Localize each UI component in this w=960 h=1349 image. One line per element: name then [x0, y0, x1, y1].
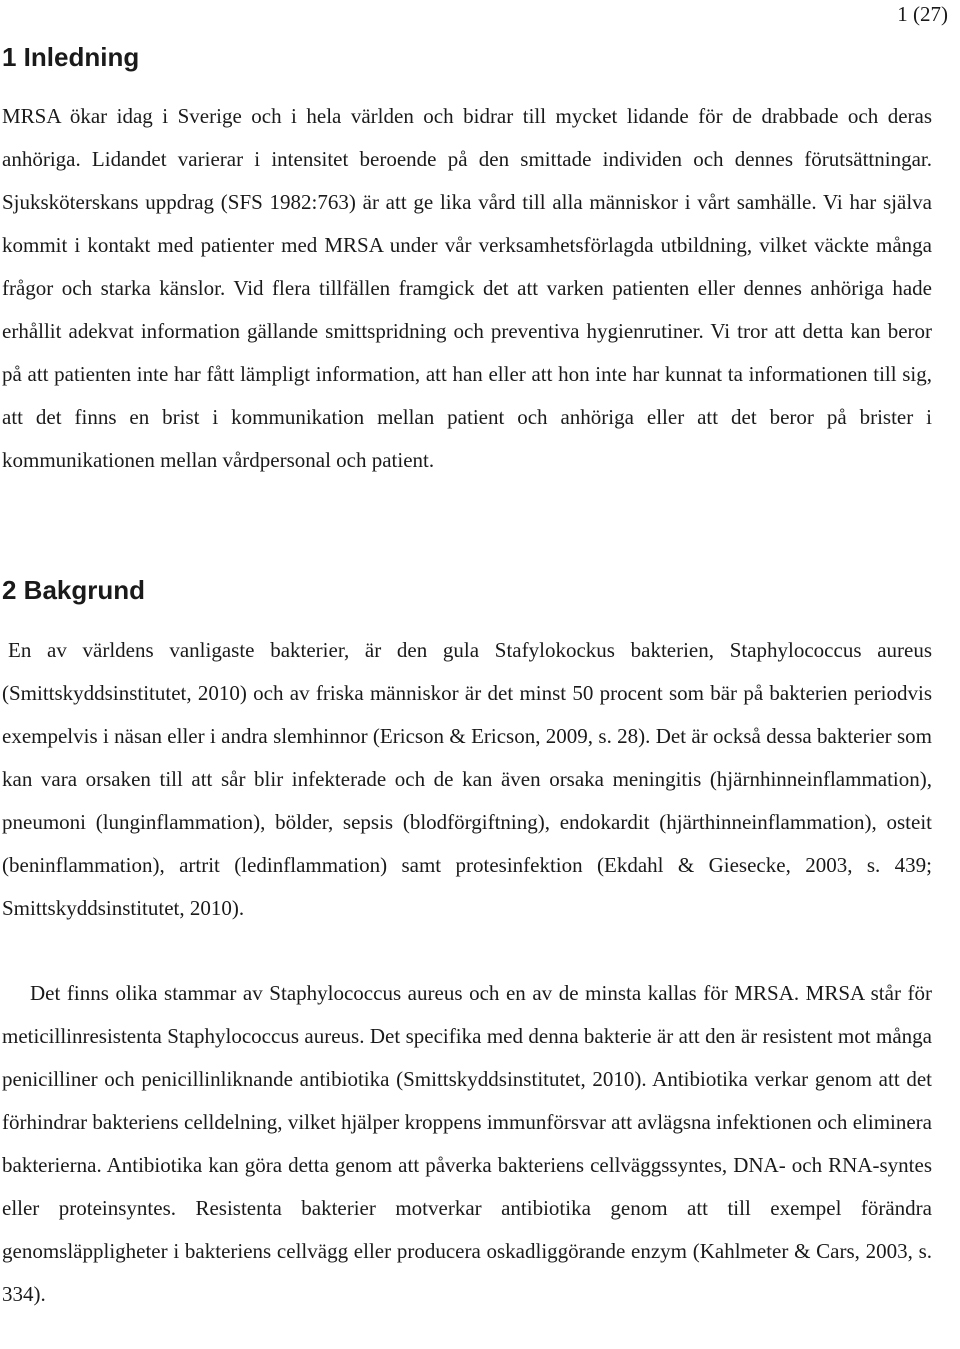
paragraph-bakgrund-2: Det finns olika stammar av Staphylococcus aureus och en av de minsta kallas för MRSA. MRSA står för meticillinresistenta Staphylococcus aureus. Det specifika med denna bakterie är att den är resistent mot många penicilliner och penicillinliknande antibiotika (Smittskyddsinstitutet, 2010). Antibiotika verkar genom att det förhindrar bakteriens celldelning, vilket hjälper kroppens immunförsvar att avlägsna infektionen och eliminera bakterierna. Antibiotika kan göra detta genom att påverka bakteriens cellväggssyntes, DNA- och RNA-syntes eller proteinsyntes. Resistenta bakterier motverkar antibiotika genom att till exempel förändra genomsläppligheter i bakteriens cellvägg eller producera oskadliggörande enzym (Kahlmeter & Cars, 2003, s. 334).: [2, 981, 932, 1306]
paragraph-bakgrund-1: En av världens vanligaste bakterier, är den gula Stafylokockus bakterien, Staphylococcus aureus (Smittskyddsinstitutet, 2010) och av friska människor är det minst 50 procent som bär på bakterien periodvis exempelvis i näsan eller i andra slemhinnor (Ericson & Ericson, 2009, s. 28). Det är också dessa bakterier som kan vara orsaken till att sår blir infekterade och de kan även orsaka meningitis (hjärnhinneinflammation), pneumoni (lunginflammation), bölder, sepsis (blodförgiftning), endokardit (hjärthinneinflammation), osteit (beninflammation), artrit (ledinflammation) samt protesinfektion (Ekdahl & Giesecke, 2003, s. 439; Smittskyddsinstitutet, 2010).: [2, 638, 932, 920]
paragraph-inledning: MRSA ökar idag i Sverige och i hela världen och bidrar till mycket lidande för de drabbade och deras anhöriga. Lidandet varierar i intensitet beroende på den smittade individen och dennes förutsättningar. Sjuksköterskans uppdrag (SFS 1982:763) är att ge lika vård till alla människor i vårt samhälle. Vi har själva kommit i kontakt med patienter med MRSA under vår verksamhetsförlagda utbildning, vilket väckte många frågor och starka känslor. Vid flera tillfällen framgick det att varken patienten eller dennes anhöriga hade erhållit adekvat information gällande smittspridning och preventiva hygienrutiner. Vi tror att detta kan beror på att patienten inte har fått lämpligt information, att han eller att hon inte har kunnat ta informationen till sig, att det finns en brist i kommunikation mellan patient och anhöriga eller att det beror på brister i kommunikationen mellan vårdpersonal och patient.: [2, 104, 932, 472]
page-number: 1 (27): [897, 2, 948, 26]
section-heading-inledning: 1 Inledning: [2, 42, 140, 72]
section-heading-bakgrund: 2 Bakgrund: [2, 575, 146, 605]
